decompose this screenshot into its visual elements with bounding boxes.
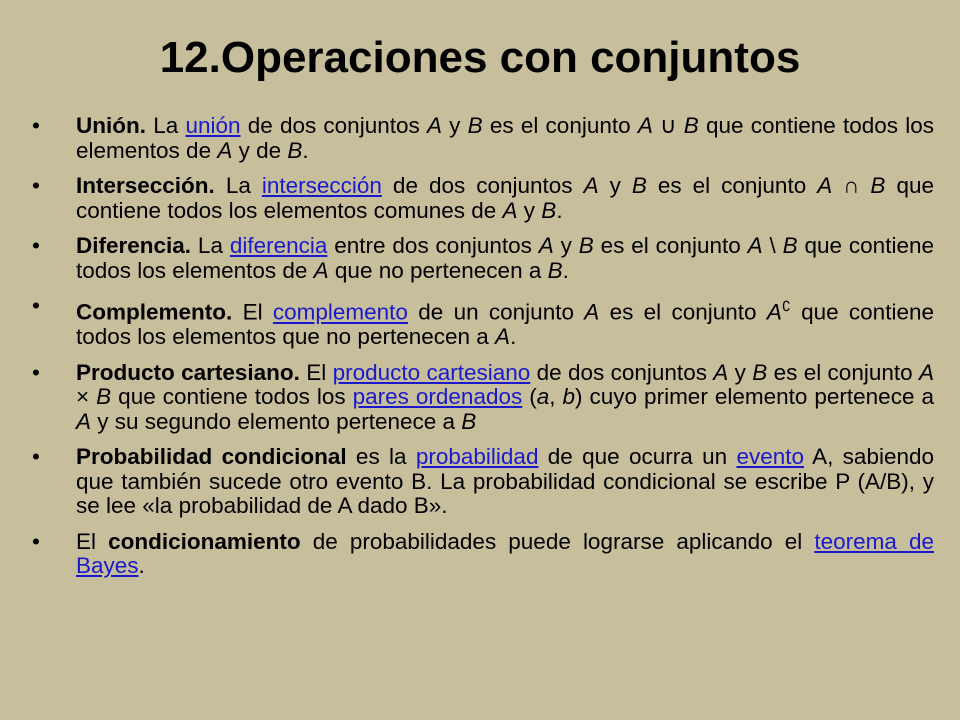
text-run: y su segundo elemento pertenece a: [91, 408, 462, 434]
text-run: es el conjunto: [646, 173, 818, 198]
bullet-marker: •: [32, 528, 40, 554]
text-run: \: [762, 233, 783, 258]
slide-title: 12.Operaciones con conjuntos: [159, 33, 801, 82]
math-variable: B: [547, 257, 563, 283]
text-run: La: [145, 113, 186, 138]
math-variable: A: [713, 359, 729, 385]
hyperlink[interactable]: intersección: [261, 173, 382, 198]
bullet-text: [76, 174, 934, 223]
text-run: A, sabiendo que también sucede otro evento B. La probabilidad condicional se escribe P (A/B), y se lee «la probabilidad de A dado B».: [76, 444, 935, 518]
bullet-item: [30, 294, 934, 350]
text-run: ×: [76, 384, 97, 409]
math-variable: B: [287, 137, 303, 163]
text-run: .: [302, 137, 309, 163]
bullet-marker: •: [32, 359, 40, 385]
text-run: es la: [346, 444, 416, 469]
bullet-marker: •: [32, 113, 40, 138]
hyperlink[interactable]: evento: [736, 444, 805, 469]
text-run: de dos conjuntos: [530, 359, 714, 385]
bold-term: Probabilidad condicional: [76, 444, 347, 469]
math-variable: A: [426, 113, 442, 138]
math-variable: B: [467, 113, 483, 138]
text-run: y de: [232, 137, 288, 163]
text-run: y: [517, 197, 542, 223]
bullet-text: [76, 361, 934, 435]
text-run: entre dos conjuntos: [327, 233, 539, 258]
text-run: El: [76, 528, 109, 554]
text-run: La: [214, 173, 262, 198]
math-variable: A: [584, 299, 600, 325]
bullet-text: [76, 114, 934, 163]
hyperlink[interactable]: pares ordenados: [352, 384, 523, 409]
math-variable: B: [782, 233, 798, 258]
math-variable: B: [870, 173, 886, 198]
math-variable: B: [683, 113, 699, 138]
text-run: que contiene todos los elementos de: [76, 233, 934, 283]
math-variable: A: [502, 197, 518, 223]
text-run: El: [232, 299, 273, 325]
text-run: ∩: [832, 173, 871, 198]
text-run: ∪: [652, 113, 684, 138]
text-run: La: [191, 233, 230, 258]
text-run: que contiene todos los elementos de: [76, 113, 934, 163]
text-run: y: [728, 359, 753, 385]
math-variable: A: [817, 173, 833, 198]
bullet-item: [30, 234, 934, 283]
hyperlink[interactable]: teorema de Bayes: [76, 528, 935, 578]
math-variable: A: [637, 113, 653, 138]
text-run: que contiene todos los elementos comunes de: [76, 173, 934, 223]
math-variable: A: [583, 173, 599, 198]
bold-term: Diferencia.: [76, 233, 192, 258]
math-variable: B: [631, 173, 647, 198]
text-run: .: [138, 553, 145, 578]
bullet-item: [30, 445, 934, 519]
bullet-list: [30, 114, 934, 590]
text-run: y: [441, 113, 468, 138]
bullet-item: [30, 114, 934, 163]
bullet-text: [76, 294, 934, 350]
text-run: de un conjunto: [407, 299, 585, 325]
text-run: y: [553, 233, 579, 258]
math-variable: B: [578, 233, 594, 258]
text-run: de probabilidades puede lograrse aplicando el: [300, 528, 815, 554]
text-run: que contiene todos los: [111, 384, 353, 409]
bullet-text: [76, 445, 934, 519]
math-variable: B: [461, 408, 477, 434]
bullet-item: [30, 530, 934, 579]
math-variable: A: [313, 257, 329, 283]
text-run: ) cuyo primer elemento pertenece a: [575, 384, 934, 409]
math-variable: A: [217, 137, 233, 163]
hyperlink[interactable]: diferencia: [229, 233, 328, 258]
bold-term: condicionamiento: [108, 528, 301, 554]
text-run: (: [522, 384, 537, 409]
text-run: que contiene todos los elementos que no pertenecen a: [76, 299, 934, 349]
text-run: que no pertenecen a: [328, 257, 548, 283]
math-variable: B: [96, 384, 112, 409]
hyperlink[interactable]: probabilidad: [415, 444, 539, 469]
bullet-text: [76, 234, 934, 283]
hyperlink[interactable]: producto cartesiano: [332, 359, 531, 385]
bold-term: Intersección.: [76, 173, 215, 198]
math-variable: B: [541, 197, 557, 223]
complement-superscript: ∁: [781, 298, 791, 314]
math-variable: A: [918, 359, 934, 385]
text-run: .: [556, 197, 563, 223]
bullet-marker: •: [32, 444, 40, 469]
bullet-text: [76, 530, 934, 579]
math-variable: b: [562, 384, 576, 409]
math-variable: A: [495, 324, 511, 349]
text-run: .: [510, 324, 517, 349]
math-variable: A: [747, 233, 763, 258]
text-run: .: [562, 257, 569, 283]
hyperlink[interactable]: complemento: [272, 299, 408, 325]
text-run: es el conjunto: [482, 113, 638, 138]
text-run: El: [299, 359, 333, 385]
hyperlink[interactable]: unión: [185, 113, 241, 138]
math-variable: B: [752, 359, 768, 385]
bullet-item: [30, 361, 934, 435]
math-variable: A: [76, 408, 92, 434]
bold-term: Complemento.: [76, 299, 233, 325]
bullet-marker: •: [32, 293, 40, 318]
text-run: es el conjunto: [599, 299, 767, 325]
text-run: ,: [549, 384, 563, 409]
text-run: de que ocurra un: [538, 444, 737, 469]
bold-term: Producto cartesiano.: [76, 359, 300, 385]
bullet-item: [30, 174, 934, 223]
bold-term: Unión.: [76, 113, 146, 138]
math-variable: A: [538, 233, 554, 258]
math-variable: a: [536, 384, 550, 409]
text-run: es el conjunto: [593, 233, 748, 258]
text-run: es el conjunto: [767, 359, 919, 385]
text-run: de dos conjuntos: [381, 173, 584, 198]
text-run: de dos conjuntos: [240, 113, 427, 138]
math-variable: A: [766, 299, 782, 325]
bullet-marker: •: [32, 233, 40, 258]
bullet-marker: •: [32, 173, 40, 198]
text-run: y: [598, 173, 632, 198]
